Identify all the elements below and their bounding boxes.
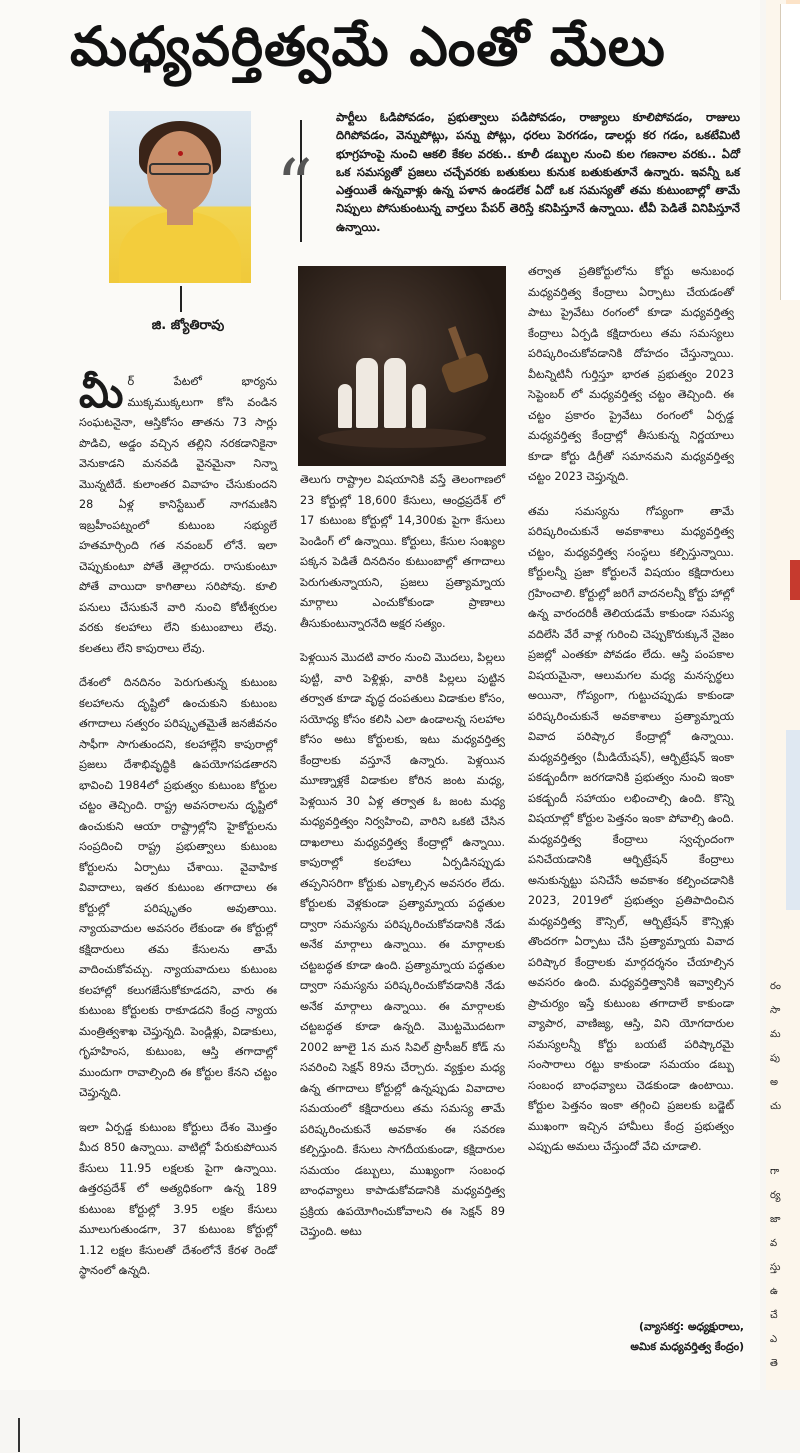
paragraph: పెళ్లయిన మొదటి వారం నుంచి మొదలు, పిల్లలు పుట్టి, వారి పెళ్లిళ్లు, వారికి పిల్లలు పుట్టిన తర్వాత కూడా వృద్ధ దంపతులు విడాకుల కోసం, సయోధ్య కోసం కలిసి ఎలా ఉండాలన్న సలహాల కోసం అటు కోర్టులకు, ఇటు మధ్యవర్తిత్వ కేంద్రాలకు వస్తూనే ఉన్నారు. పెళ్లయిన మూణ్నాళ్లకే విడాకుల కోరిన జంట మధ్య, పెళ్లయిన 30 ఏళ్ల తర్వాత ఓ జంట మధ్య మధ్యవర్తిత్వం నిర్వహించి, వారిని ఒకటి చేసిన దాఖలాలు మధ్యవర్తిత్వ కేంద్రాల్లో ఉన్నాయి. కాపురాల్లో కలహాలు ఏర్పడినప్పుడు తప్పనిసరిగా కోర్టుకు ఎక్కాల్సిన అవసరం లేదు. కోర్టులకు వెళ్లకుండా ప్రత్యామ్నాయ పద్ధతుల ద్వారా సమస్యను పరిష్కరించుకోవడానికి నేడు అనేక మార్గాలు ఉన్నాయి. ఈ మార్గాలకు చట్టబద్ధత కూడా ఉంది. ప్రత్యామ్నాయ పద్ధతుల ద్వారా సమస్యను పరిష్కరించుకోవడానికి నేడు అనేక మార్గాలు ఉన్నాయి. ఈ మార్గాలకు చట్టబద్ధత కూడా ఉన్నది. మొట్టమొదటగా 2002 జూలై 1న మన సివిల్ ప్రొసీజర్ కోడ్ ను సవరించి సెక్షన్ 89ను చేర్చారు. వ్యక్తుల మధ్య ఉన్న తగాదాలు కోర్టుల్లో ఉన్నప్పుడు వివాదాల సమయంలో కక్షిదారులు తమ సమస్య తామే పరిష్కరించుకునే అవకాశం ఈ సవరణ కల్పిస్తుంది. కేసులు సాగదీయకుండా, కక్షిదారుల సమయం డబ్బులు, ముఖ్యంగా సంబంధ బాంధవ్యాలు కాపాడుకోవడానికి మధ్యవర్తిత్వ ప్రక్రియ ఉపయోగించుకోవాలని ఈ సెక్షన్ 89 చెప్తుంది. అటు [300,651,505,1238]
byline: జి. జ్యోతిరావు [151,318,225,333]
paragraph: తమ సమస్యను గోప్యంగా తామే పరిష్కరించుకునే అవకాశాలు మధ్యవర్తిత్వ చట్టం, మధ్యవర్తిత్వ సంస్థలు కల్పిస్తున్నాయి. కోర్టులన్నీ ప్రజా కోర్టులనే విషయం కక్షిదారులు గ్రహించాలి. కోర్టుల్లో జరిగే వాదనలన్నీ కోర్టు హాల్లో ఉన్న వారందరికీ తెలియడమే కాకుండా సమస్య వదిలేసి వేరే వాళ్ల గురించి చెప్పుకొరుక్కునే నైజం ప్రజల్లో ఎంతకూ పోవడం లేదు. ఆస్తి పంపకాల విషయమైనా, ఆలుమగల మధ్య మనస్పర్థలు అయినా, గోప్యంగా, గుట్టుచప్పుడు కాకుండా పరిష్కరించుకునే అవకాశాలు ప్రత్యామ్నాయ వివాద పరిష్కార కేంద్రాల్లో ఉన్నాయి. మధ్యవర్తిత్వం (మీడియేషన్), ఆర్బిట్రేషన్ ఇంకా పకడ్బందీగా జరగడానికి ప్రభుత్వం నుంచి ఇంకా పకడ్బందీ సహాయం లభించాల్సి ఉంది. కొన్ని విషయాల్లో కోర్టుల పెత్తనం ఇంకా పోవాల్సి ఉంది. మధ్యవర్తిత్వ కేంద్రాలు స్వచ్ఛందంగా పనిచేయడానికి ఆర్బిట్రేషన్ కేంద్రాలు అనుకున్నట్టు పనిచేసే అవకాశం కల్పించడానికి 2023, 2019లో ప్రభుత్వం ప్రతిపాదించిన మధ్యవర్తిత్వ కౌన్సిల్, ఆర్బిట్రేషన్ కౌన్సిళ్లు తొందరగా ఏర్పాటు చేసి ప్రత్యామ్నాయ వివాద పరిష్కార కేంద్రాలకు మార్గదర్శనం చేయాల్సిన అవసరం ఉంది. మధ్యవర్తిత్వానికి ఇవ్వాల్సిన ప్రాచుర్యం ఇస్తే కుటుంబ తగాదాలే కాకుండా వ్యాపార, వాణిజ్య, ఆస్తి, విని యోగదారుల సమస్యలన్నీ కోర్టు బయటే పరిష్కారమై సంసారాలు రట్టు కాకుండా సమయం డబ్బు సంబంధ బాంధవ్యాలు చెడకుండా ఉంటాయి. కోర్టుల పెత్తనం ఇంకా తగ్గించి ప్రజలకు బడ్జెట్ ముఖంగా ఇచ్చిన హామీలు కేంద్ర ప్రభుత్వం ఎప్పుడు అమలు చేస్తుందో వేచి చూడాలి. [528,504,734,1153]
author-note: (వ్యాసకర్త: అధ్యక్షురాలు, అమిక మధ్యవర్తిత్వ కేంద్రం) [630,1320,744,1353]
paragraph: తెలుగు రాష్ట్రాల విషయానికి వస్తే తెలంగాణలో 23 కోర్టుల్లో 18,600 కేసులు, ఆంధ్రప్రదేశ్ లో 17 కుటుంబ కోర్టుల్లో 14,300కు పైగా కేసులు పెండింగ్ లో ఉన్నాయి. కోర్టులు, కేసుల సంఖ్యల పక్కన పెడితే దినదినం కుటుంబాల్లో తగాదాలు పెరుగుతున్నాయని, ప్రజలు ప్రత్యామ్నాయ మార్గాలు ఎంచుకోకుండా ప్రాణాలు తీసుకుంటున్నారనేది అక్షర సత్యం. [300,473,505,630]
adjacent-page-text: రం సా మ పు అ చు [770,981,782,1112]
paragraph: మీర్ పేటలో భార్యను ముక్కముక్కలుగా కోసి వండిన సంఘటనైనా, ఆస్తికోసం తాతను 73 సార్లు పొడిచి, అడ్డం వచ్చిన తల్లిని నరకడానికైనా వెనుకాడని మనవడి వైనమైనా నిన్నా మొన్నటిదే. కులాంతర వివాహం చేసుకుందని 28 ఏళ్ల కానిస్టేబుల్ నాగమణిని ఇబ్రహీంపట్నంలో కుటుంబ సభ్యులే హతమార్చింది గత నవంబర్ లోనే. ఇలా చెప్పుకుంటూ పోతే తెల్లారదు. రాసుకుంటూ పోతే వాయిదా కాగితాలు సరిపోవు. కూలి పనులు చేసుకునే వారి నుంచి కోటీశ్వరుల వరకు కలహాలు లేని కుటుంబాలు లేవు. కలతలు లేని కాపురాలు లేవు. [79,368,277,655]
byline-rule [180,286,182,312]
margin-rule [18,1418,20,1452]
pull-quote: పార్టీలు ఓడిపోవడం, ప్రభుత్వాలు పడిపోవడం, రాజ్యాలు కూలిపోవడం, రాజులు దిగిపోవడం, వెన్నుపోట్లు, పన్ను పోట్లు, ధరలు పెరగడం, డాలర్లు కర గడం, ఒకటేమిటి భూగ్రహంపై నుంచి ఆకలి కేకల వరకు.. కూలీ డబ్బుల నుంచి కుల గణనాల వరకు.. ఏదో ఒక సమస్యతో ప్రజలు చచ్చేవరకు బతుకులు కునుక బతుకుతూనే ఉన్నారు. ఇవన్నీ ఒక ఎత్తయితే ఉన్నవాళ్లు ఉన్న పళాన ఉండలేక ఏదో ఒక సమస్యతో తమ కుటుంబాల్లో తామే నిప్పులు పోసుకుంటున్న వార్తలు పేపర్ తెరిస్తే కనిపిస్తూనే ఉన్నాయి. టీవీ పెడితే వినిపిస్తూనే ఉన్నాయి. [336,110,740,234]
author-photo [109,111,251,283]
paragraph: తర్వాత ప్రతికోర్టులోను కోర్టు అనుబంధ మధ్యవర్తిత్వ కేంద్రాలు ఏర్పాటు చేయడంతో పాటు ప్రైవేటు రంగంలో కూడా మధ్యవర్తిత్వ కేంద్రాలు ఏర్పడి కక్షిదారులు తమ సమస్యలు పరిష్కరించుకోవడానికి దోహదం చేస్తున్నాయి. వీటన్నిటినీ గుర్తిస్తూ భారత ప్రభుత్వం 2023 సెప్టెంబర్ లో మధ్యవర్తిత్వ చట్టం తెచ్చింది. ఈ చట్టం ప్రకారం ప్రైవేటు రంగంలో ఏర్పడ్డ మధ్యవర్తిత్వ కేంద్రాల్లో తీసుకున్న నిర్ణయాలు కూడా కోర్టు డిగ్రీతో సమానమని మధ్యవర్తిత్వ చట్టం 2023 చెప్తున్నది. [528,265,734,483]
family-gavel-photo [298,266,506,466]
paragraph: దేశంలో దినదినం పెరుగుతున్న కుటుంబ కలహాలను దృష్టిలో ఉంచుకుని కుటుంబ తగాదాలు సత్వరం పరిష్కృతమైతే జనజీవనం సాఫీగా సాగుతుందని, కలహాల్లేని కాపురాల్లో ప్రజలు దేశాభివృద్ధికి ఉపయోగపడతారని భావించి 1984లో ప్రభుత్వం కుటుంబ కోర్టుల చట్టం తెచ్చింది. రాష్ట్ర అవసరాలను దృష్టిలో ఉంచుకుని ఆయా రాష్ట్రాల్లోని హైకోర్టులను సంప్రదించి రాష్ట్ర ప్రభుత్వాలు కుటుంబ కోర్టులను ఏర్పాటు చేశాయి. వైవాహిక వివాదాలు, ఇతర కుటుంబ తగాదాలు ఈ కోర్టుల్లో పరిష్కృతం అవుతాయి. న్యాయవాదుల అవసరం లేకుండా ఈ కోర్టుల్లో కక్షిదారులు తమ కేసులను తామే వాదించుకోవచ్చు. న్యాయవాదులు కుటుంబ కలహాల్లో కలుగజేసుకోకూడదని, వారు ఈ కుటుంబ కోర్టులకు రాకూడదని కేంద్ర న్యాయ మంత్రిత్వశాఖ చెప్తున్నది. పెండ్లిళ్లు, విడాకులు, గృహహింస, కుటుంబ, ఆస్తి తగాదాల్లో ముందుగా రావాల్సింది ఈ కోర్టుల కేనని చట్టం చెప్తున్నది. [79,676,277,1099]
column-2 [300,470,505,1257]
headline: మధ్యవర్తిత్వమే ఎంతో మేలు [70,14,666,78]
column-1 [79,368,277,1296]
adjacent-page-text: గా ర్య జా వ స్తు ఉ చే ఎ తె [770,1166,781,1369]
paragraph: ఇలా ఏర్పడ్డ కుటుంబ కోర్టులు దేశం మొత్తం మీద 850 ఉన్నాయి. వాటిల్లో పేరుకుపోయిన కేసులు 11.95 లక్షలకు పైగా ఉన్నాయి. ఉత్తరప్రదేశ్ లో అత్యధికంగా ఉన్న 189 కుటుంబ కోర్టుల్లో 3.95 లక్షల కేసులు మూలుగుతుండగా, 37 కుటుంబ కోర్టుల్లో 1.12 లక్షల కేసులతో దేశంలోనే కేరళ రెండో స్థానంలో ఉన్నది. [79,1120,277,1277]
column-3 [528,262,734,1172]
drop-cap: మీ [79,368,124,417]
quote-mark-icon: “ [276,144,313,228]
